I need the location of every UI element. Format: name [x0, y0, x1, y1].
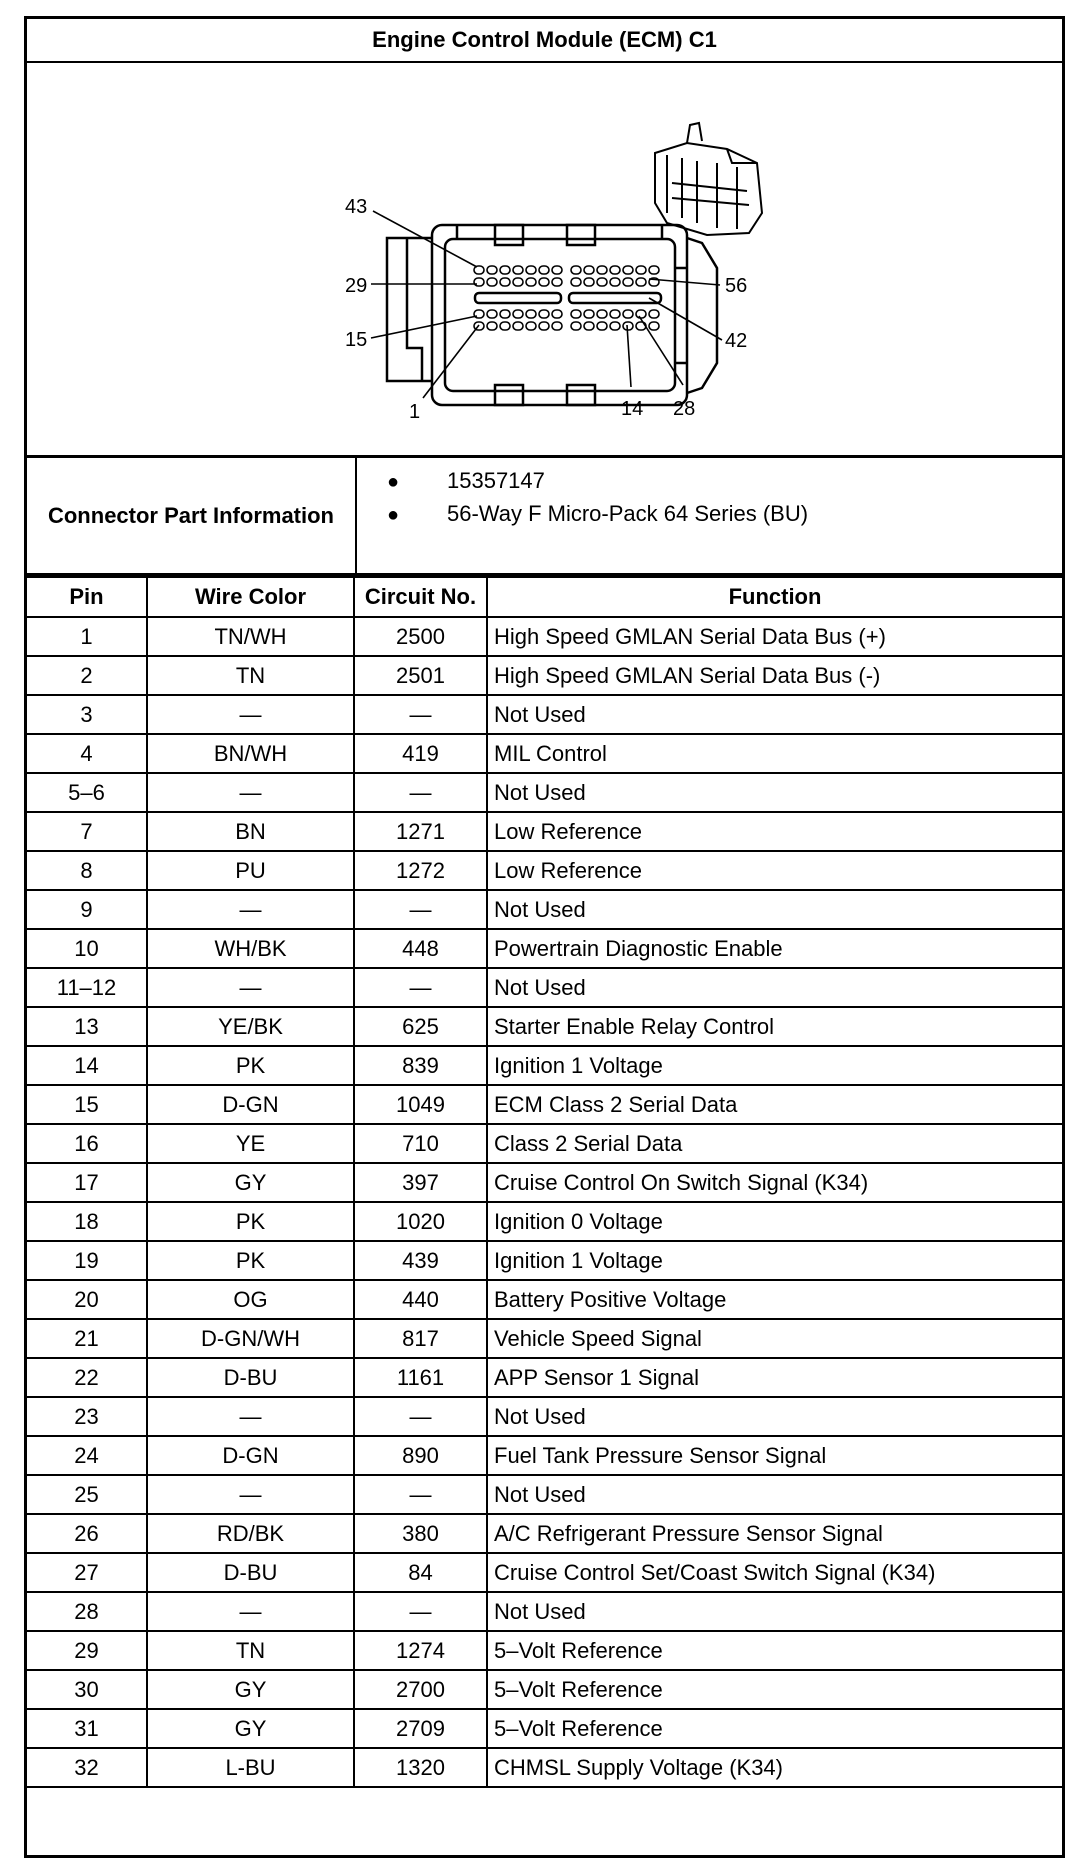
- pin-cavity: [539, 266, 549, 274]
- table-row: [27, 1163, 1062, 1202]
- pin-label-28: 28: [673, 398, 696, 420]
- table-row: [27, 890, 1062, 929]
- wire-color-cell: PU: [147, 851, 354, 890]
- table-row: [27, 1046, 1062, 1085]
- table-row: [27, 1124, 1062, 1163]
- function-cell: Low Reference: [487, 851, 1062, 890]
- function-cell: Low Reference: [487, 812, 1062, 851]
- header-wire-color: Wire Color: [147, 577, 354, 617]
- part-description: 56-Way F Micro-Pack 64 Series (BU): [447, 501, 809, 526]
- pin-cell: 18: [27, 1202, 147, 1241]
- circuit-no-cell: 1274: [354, 1631, 487, 1670]
- pin-cavity: [487, 322, 497, 330]
- table-row: [27, 851, 1062, 890]
- pin-cell: 15: [27, 1085, 147, 1124]
- circuit-no-cell: 397: [354, 1163, 487, 1202]
- function-cell: Not Used: [487, 695, 1062, 734]
- pin-cavity: [623, 266, 633, 274]
- wire-color-cell: BN/WH: [147, 734, 354, 773]
- pin-cavity: [597, 310, 607, 318]
- pin-cell: 5–6: [27, 773, 147, 812]
- circuit-no-cell: —: [354, 890, 487, 929]
- pin-cavity: [539, 310, 549, 318]
- pin-cell: 7: [27, 812, 147, 851]
- connector-part-information: [27, 458, 1062, 576]
- pin-cavity: [552, 322, 562, 330]
- wire-color-cell: TN: [147, 1631, 354, 1670]
- circuit-no-cell: 84: [354, 1553, 487, 1592]
- pin-cavity: [597, 322, 607, 330]
- wire-color-cell: YE: [147, 1124, 354, 1163]
- circuit-no-cell: —: [354, 695, 487, 734]
- pin-cavity: [649, 310, 659, 318]
- pin-cavity: [487, 310, 497, 318]
- pin-cavity: [526, 322, 536, 330]
- function-cell: Fuel Tank Pressure Sensor Signal: [487, 1436, 1062, 1475]
- circuit-no-cell: 1271: [354, 812, 487, 851]
- circuit-no-cell: 1272: [354, 851, 487, 890]
- circuit-no-cell: 817: [354, 1319, 487, 1358]
- pin-label-43: 43: [345, 196, 368, 218]
- pin-cavity: [500, 278, 510, 286]
- wire-color-cell: —: [147, 773, 354, 812]
- pin-cell: 30: [27, 1670, 147, 1709]
- circuit-no-cell: 380: [354, 1514, 487, 1553]
- function-cell: Not Used: [487, 968, 1062, 1007]
- function-cell: Vehicle Speed Signal: [487, 1319, 1062, 1358]
- table-row: [27, 1085, 1062, 1124]
- connector-3d-view: [655, 123, 762, 235]
- connector-part-information-label: Connector Part Information: [27, 458, 357, 573]
- pinout-table: [27, 576, 1062, 1788]
- circuit-no-cell: —: [354, 1397, 487, 1436]
- part-number-item: [387, 468, 545, 494]
- pin-cavity: [526, 310, 536, 318]
- table-row: [27, 1202, 1062, 1241]
- table-row: [27, 1631, 1062, 1670]
- bullet-icon: ●: [387, 471, 400, 493]
- pin-cavity: [636, 266, 646, 274]
- pin-cavity: [571, 310, 581, 318]
- table-row: [27, 1670, 1062, 1709]
- circuit-no-cell: 419: [354, 734, 487, 773]
- function-cell: A/C Refrigerant Pressure Sensor Signal: [487, 1514, 1062, 1553]
- function-cell: 5–Volt Reference: [487, 1709, 1062, 1748]
- circuit-no-cell: 1161: [354, 1358, 487, 1397]
- wire-color-cell: OG: [147, 1280, 354, 1319]
- pin-cavity: [500, 310, 510, 318]
- wire-color-cell: PK: [147, 1202, 354, 1241]
- table-row: [27, 1319, 1062, 1358]
- table-row: [27, 1358, 1062, 1397]
- page-title: Engine Control Module (ECM) C1: [27, 19, 1062, 63]
- pin-cavity: [623, 310, 633, 318]
- table-row: [27, 695, 1062, 734]
- pin-cavity: [552, 310, 562, 318]
- table-row: [27, 812, 1062, 851]
- pin-label-1: 1: [409, 401, 421, 423]
- pin-cavity: [526, 278, 536, 286]
- function-cell: Not Used: [487, 773, 1062, 812]
- pin-cavity: [487, 266, 497, 274]
- wire-color-cell: —: [147, 1397, 354, 1436]
- pin-cell: 19: [27, 1241, 147, 1280]
- table-header-row: [27, 577, 1062, 617]
- pin-cell: 24: [27, 1436, 147, 1475]
- table-row: [27, 968, 1062, 1007]
- header-pin: Pin: [27, 577, 147, 617]
- wire-color-cell: D-GN: [147, 1436, 354, 1475]
- table-row: [27, 1007, 1062, 1046]
- function-cell: Ignition 0 Voltage: [487, 1202, 1062, 1241]
- function-cell: APP Sensor 1 Signal: [487, 1358, 1062, 1397]
- table-row: [27, 1748, 1062, 1787]
- header-function: Function: [487, 577, 1062, 617]
- pin-cavity: [552, 266, 562, 274]
- wire-color-cell: —: [147, 695, 354, 734]
- connector-illustration: [27, 63, 1062, 455]
- pin-cavity: [636, 310, 646, 318]
- pin-cell: 17: [27, 1163, 147, 1202]
- circuit-no-cell: 2500: [354, 617, 487, 656]
- pin-cavity: [571, 266, 581, 274]
- part-description-item: [387, 501, 808, 527]
- circuit-no-cell: 2700: [354, 1670, 487, 1709]
- pin-label-15: 15: [345, 329, 368, 351]
- function-cell: Not Used: [487, 890, 1062, 929]
- pin-cavity: [513, 310, 523, 318]
- connector-document: [24, 16, 1065, 1858]
- pin-label-42: 42: [725, 330, 748, 352]
- pin-cell: 22: [27, 1358, 147, 1397]
- pin-cell: 4: [27, 734, 147, 773]
- wire-color-cell: WH/BK: [147, 929, 354, 968]
- pin-cavity: [584, 278, 594, 286]
- pin-cell: 31: [27, 1709, 147, 1748]
- pin-cavity: [610, 310, 620, 318]
- pin-cavity: [487, 278, 497, 286]
- pin-cell: 32: [27, 1748, 147, 1787]
- pin-cavity: [610, 278, 620, 286]
- wire-color-cell: TN/WH: [147, 617, 354, 656]
- circuit-no-cell: 440: [354, 1280, 487, 1319]
- pin-cavity: [597, 266, 607, 274]
- table-row: [27, 734, 1062, 773]
- wire-color-cell: —: [147, 1475, 354, 1514]
- connector-part-list: [357, 458, 1062, 573]
- pin-cell: 13: [27, 1007, 147, 1046]
- table-row: [27, 1475, 1062, 1514]
- function-cell: High Speed GMLAN Serial Data Bus (-): [487, 656, 1062, 695]
- pin-cavity: [513, 266, 523, 274]
- pin-cell: 2: [27, 656, 147, 695]
- wire-color-cell: GY: [147, 1163, 354, 1202]
- circuit-no-cell: —: [354, 1592, 487, 1631]
- table-row: [27, 1241, 1062, 1280]
- circuit-no-cell: 439: [354, 1241, 487, 1280]
- pin-cavity: [474, 266, 484, 274]
- pin-cavity: [513, 278, 523, 286]
- function-cell: High Speed GMLAN Serial Data Bus (+): [487, 617, 1062, 656]
- pin-cavity: [539, 278, 549, 286]
- pin-cell: 1: [27, 617, 147, 656]
- function-cell: Cruise Control On Switch Signal (K34): [487, 1163, 1062, 1202]
- pin-cavity: [610, 322, 620, 330]
- table-row: [27, 656, 1062, 695]
- function-cell: MIL Control: [487, 734, 1062, 773]
- pin-cavity: [571, 322, 581, 330]
- pin-cavity: [513, 322, 523, 330]
- wire-color-cell: D-BU: [147, 1553, 354, 1592]
- function-cell: Ignition 1 Voltage: [487, 1241, 1062, 1280]
- pin-cell: 28: [27, 1592, 147, 1631]
- function-cell: Starter Enable Relay Control: [487, 1007, 1062, 1046]
- pin-cell: 27: [27, 1553, 147, 1592]
- circuit-no-cell: 625: [354, 1007, 487, 1046]
- circuit-no-cell: 839: [354, 1046, 487, 1085]
- pin-label-14: 14: [621, 398, 644, 420]
- table-row: [27, 617, 1062, 656]
- circuit-no-cell: —: [354, 968, 487, 1007]
- pin-cell: 16: [27, 1124, 147, 1163]
- pin-cavity: [571, 278, 581, 286]
- pin-cell: 14: [27, 1046, 147, 1085]
- wire-color-cell: GY: [147, 1670, 354, 1709]
- bullet-icon: ●: [387, 504, 400, 526]
- pin-label-56: 56: [725, 275, 748, 297]
- function-cell: Not Used: [487, 1475, 1062, 1514]
- pin-cavity: [584, 322, 594, 330]
- table-row: [27, 1553, 1062, 1592]
- pin-cavity: [526, 266, 536, 274]
- pin-cell: 26: [27, 1514, 147, 1553]
- circuit-no-cell: 1320: [354, 1748, 487, 1787]
- circuit-no-cell: 710: [354, 1124, 487, 1163]
- pin-cavity: [649, 322, 659, 330]
- part-number: 15357147: [447, 468, 545, 493]
- function-cell: Not Used: [487, 1592, 1062, 1631]
- pin-cell: 10: [27, 929, 147, 968]
- wire-color-cell: D-GN: [147, 1085, 354, 1124]
- pin-cavity: [597, 278, 607, 286]
- table-row: [27, 773, 1062, 812]
- table-row: [27, 1592, 1062, 1631]
- pin-cell: 29: [27, 1631, 147, 1670]
- pin-cavity: [500, 266, 510, 274]
- pin-cell: 23: [27, 1397, 147, 1436]
- wire-color-cell: PK: [147, 1046, 354, 1085]
- circuit-no-cell: —: [354, 1475, 487, 1514]
- pin-cavity: [500, 322, 510, 330]
- pin-cavity: [552, 278, 562, 286]
- pin-cavity: [623, 278, 633, 286]
- table-row: [27, 929, 1062, 968]
- table-row: [27, 1514, 1062, 1553]
- pinout-rows: [27, 617, 1062, 1787]
- pin-label-29: 29: [345, 275, 368, 297]
- wire-color-cell: YE/BK: [147, 1007, 354, 1046]
- header-circuit-no: Circuit No.: [354, 577, 487, 617]
- table-row: [27, 1280, 1062, 1319]
- function-cell: ECM Class 2 Serial Data: [487, 1085, 1062, 1124]
- wire-color-cell: —: [147, 890, 354, 929]
- table-row: [27, 1709, 1062, 1748]
- circuit-no-cell: 890: [354, 1436, 487, 1475]
- pin-cell: 8: [27, 851, 147, 890]
- circuit-no-cell: —: [354, 773, 487, 812]
- function-cell: 5–Volt Reference: [487, 1631, 1062, 1670]
- table-row: [27, 1397, 1062, 1436]
- pin-cell: 21: [27, 1319, 147, 1358]
- pin-cavity: [539, 322, 549, 330]
- pin-cell: 20: [27, 1280, 147, 1319]
- function-cell: Powertrain Diagnostic Enable: [487, 929, 1062, 968]
- function-cell: Battery Positive Voltage: [487, 1280, 1062, 1319]
- circuit-no-cell: 448: [354, 929, 487, 968]
- function-cell: 5–Volt Reference: [487, 1670, 1062, 1709]
- pin-cavity: [636, 278, 646, 286]
- wire-color-cell: BN: [147, 812, 354, 851]
- pin-cell: 11–12: [27, 968, 147, 1007]
- pin-cavity: [610, 266, 620, 274]
- wire-color-cell: —: [147, 968, 354, 1007]
- pin-cavity: [649, 266, 659, 274]
- wire-color-cell: GY: [147, 1709, 354, 1748]
- pin-cavities: [474, 266, 659, 330]
- connector-diagram: [27, 63, 1062, 458]
- wire-color-cell: D-GN/WH: [147, 1319, 354, 1358]
- function-cell: Class 2 Serial Data: [487, 1124, 1062, 1163]
- table-row: [27, 1436, 1062, 1475]
- pin-cell: 3: [27, 695, 147, 734]
- pin-cavity: [584, 266, 594, 274]
- function-cell: Not Used: [487, 1397, 1062, 1436]
- wire-color-cell: D-BU: [147, 1358, 354, 1397]
- wire-color-cell: RD/BK: [147, 1514, 354, 1553]
- wire-color-cell: L-BU: [147, 1748, 354, 1787]
- function-cell: Cruise Control Set/Coast Switch Signal (K34): [487, 1553, 1062, 1592]
- function-cell: Ignition 1 Voltage: [487, 1046, 1062, 1085]
- wire-color-cell: —: [147, 1592, 354, 1631]
- wire-color-cell: PK: [147, 1241, 354, 1280]
- circuit-no-cell: 1020: [354, 1202, 487, 1241]
- pin-cell: 25: [27, 1475, 147, 1514]
- circuit-no-cell: 2709: [354, 1709, 487, 1748]
- function-cell: CHMSL Supply Voltage (K34): [487, 1748, 1062, 1787]
- circuit-no-cell: 2501: [354, 656, 487, 695]
- pin-cell: 9: [27, 890, 147, 929]
- wire-color-cell: TN: [147, 656, 354, 695]
- circuit-no-cell: 1049: [354, 1085, 487, 1124]
- pin-cavity: [584, 310, 594, 318]
